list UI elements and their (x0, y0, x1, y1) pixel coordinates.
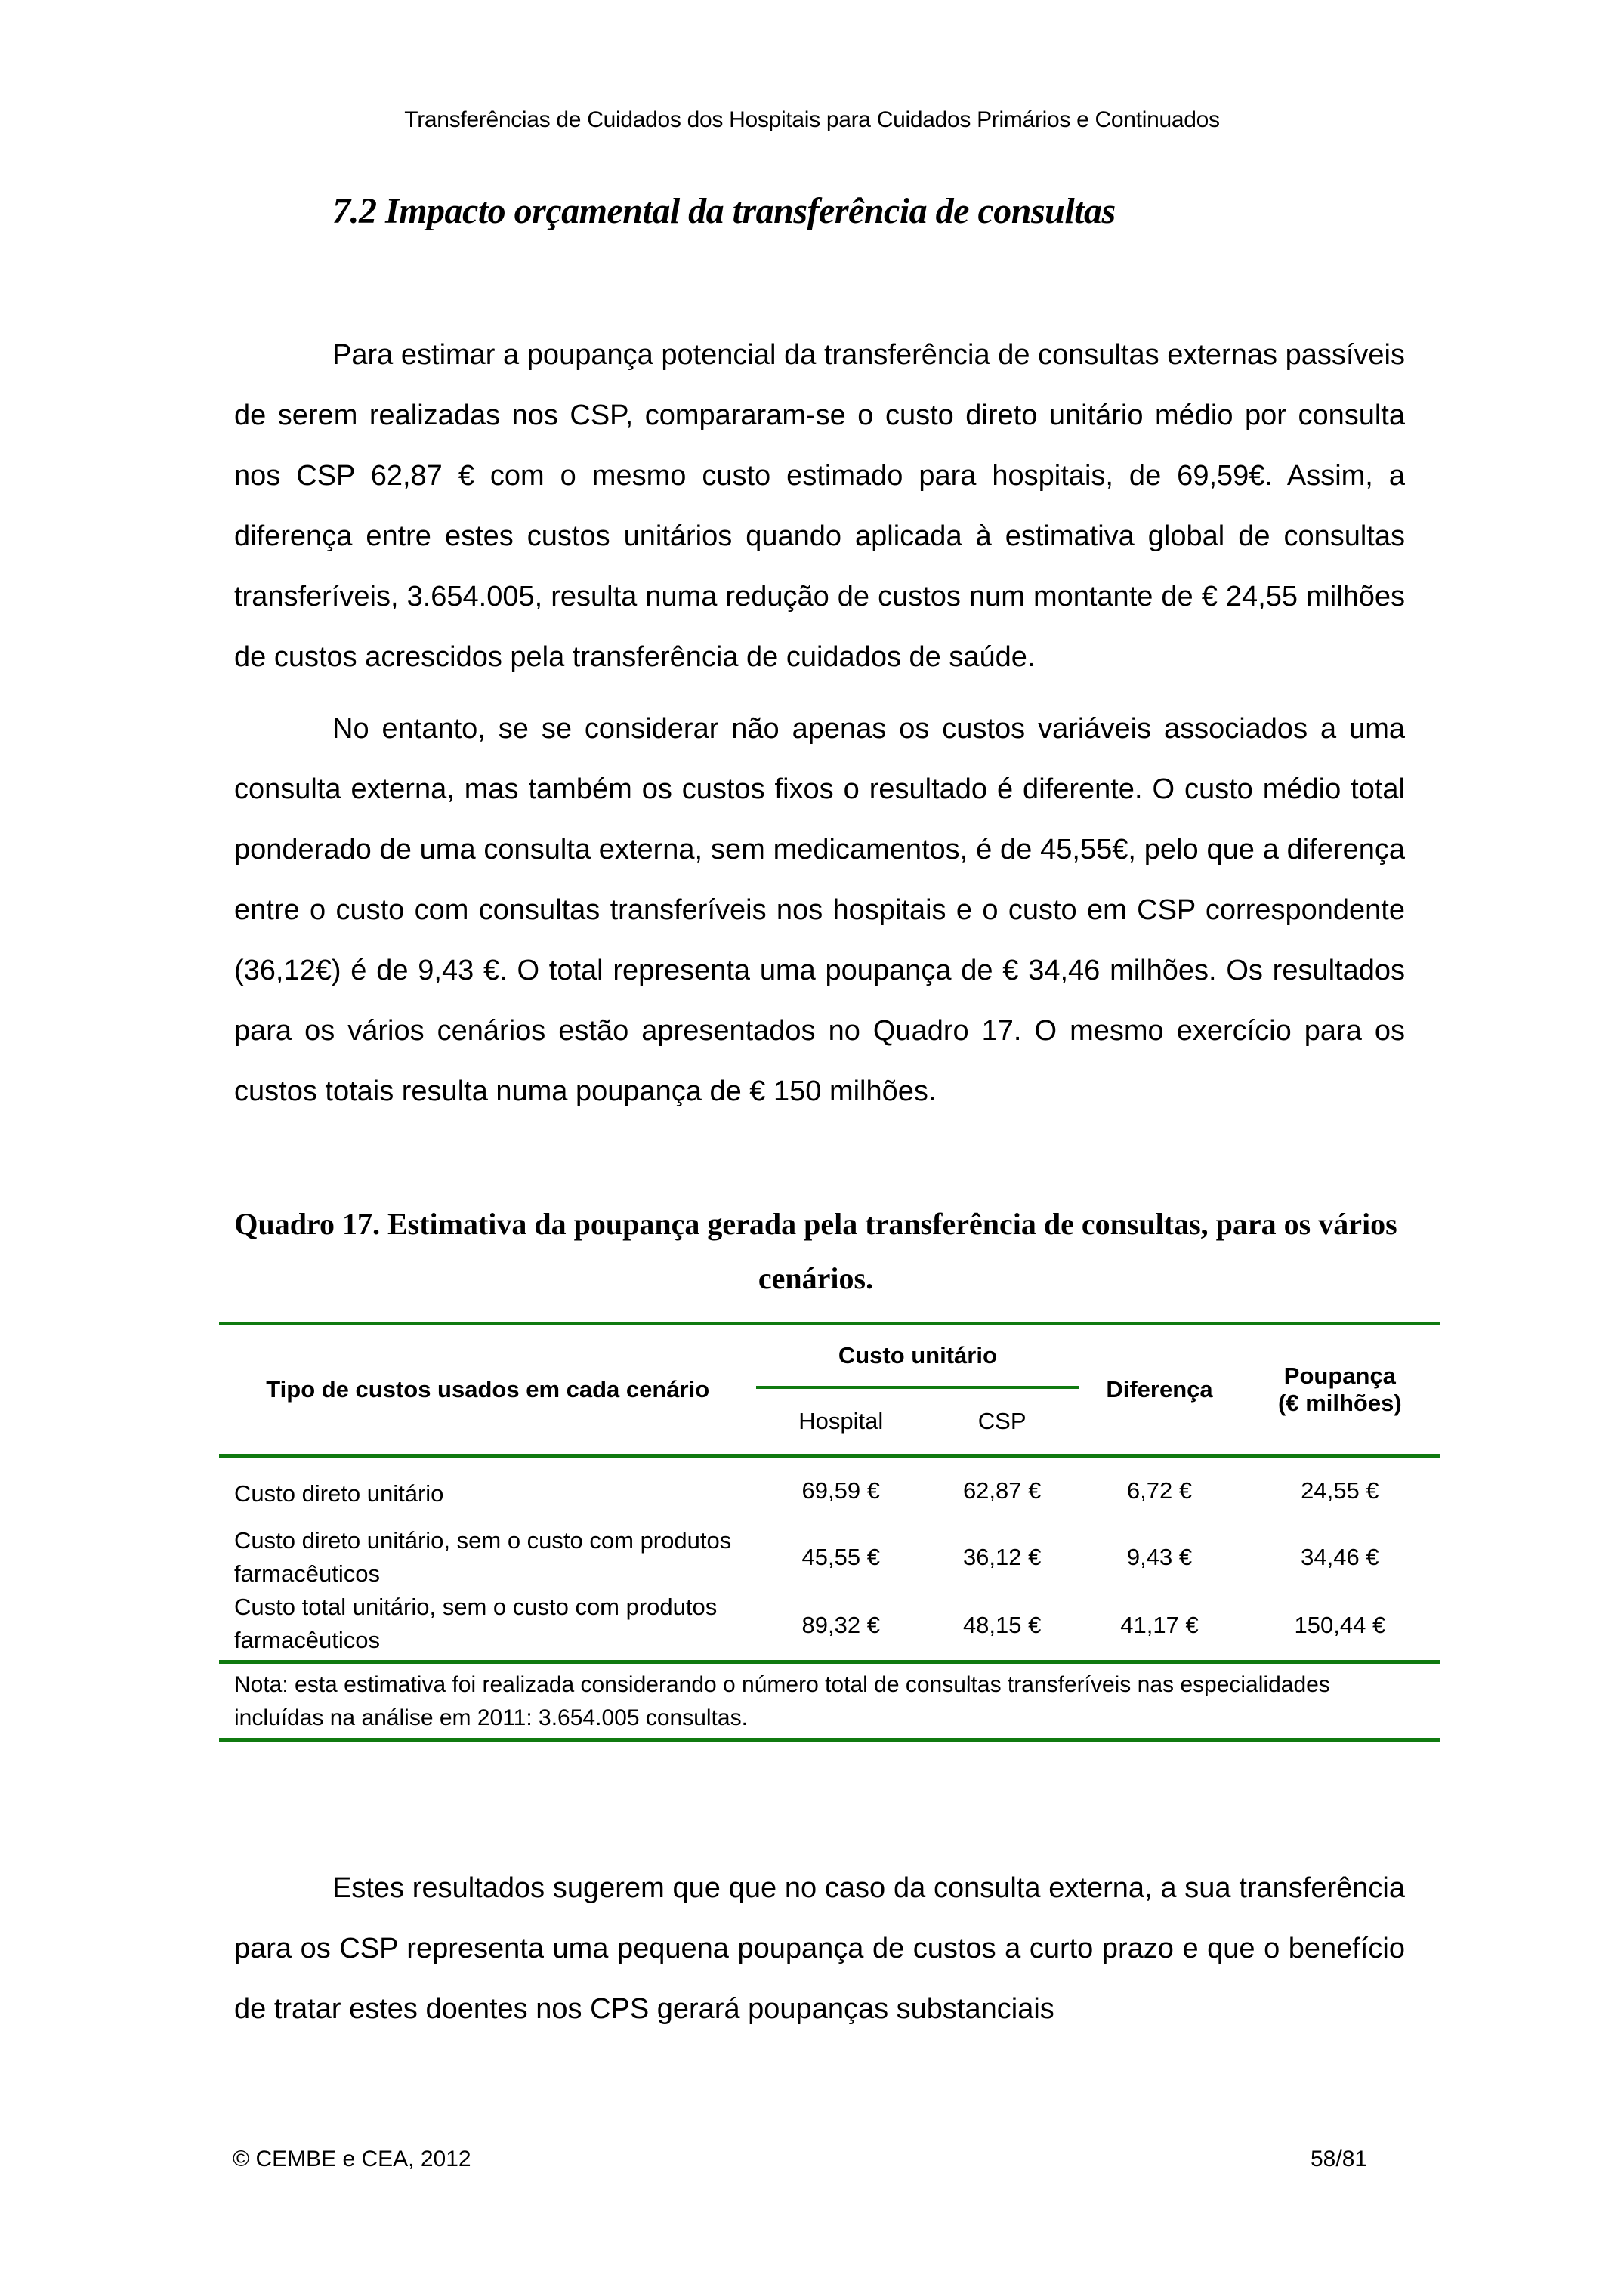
row-difference: 9,43 € (1126, 1544, 1193, 1570)
header-unit-cost-label: Custo unitário (838, 1342, 997, 1369)
table-caption: Quadro 17. Estimativa da poupança gerada pela transferência de consultas, para os vários cenários. (234, 1207, 1397, 1295)
table-bottom-rule (219, 1738, 1440, 1742)
footer-page-number: 58/81 (1311, 2146, 1368, 2171)
table-header-row (219, 1325, 1440, 1387)
savings-table (219, 1322, 1440, 1742)
paragraph-2 (234, 699, 1405, 1122)
row-savings: 24,55 € (1301, 1477, 1379, 1504)
header-unit-cost (756, 1325, 1079, 1387)
running-header: Transferências de Cuidados dos Hospitais para Cuidados Primários e Continuados (404, 107, 1220, 132)
row-savings: 150,44 € (1294, 1612, 1386, 1638)
paragraph-text: No entanto, se se considerar não apenas os custos variáveis associados a uma consulta externa, mas também os custos fixos o resultado é diferente. O custo médio total ponderado de uma consulta externa, sem medicamentos, é de 45,55€, pelo que a diferença entre o custo com consultas transferíveis nos hospitais e o custo em CSP correspondente (36,12€) é de 9,43 €. O total representa uma poupança de € 34,46 milhões. Os resultados para os vários cenários estão apresentados no Quadro 17. O mesmo exercício para os custos totais resulta numa poupança de € 150 milhões. (234, 713, 1405, 1107)
section-title: 7.2 Impacto orçamental da transferência de consultas (332, 191, 1116, 231)
table-row (219, 1591, 1440, 1660)
row-csp: 48,15 € (962, 1612, 1042, 1638)
row-difference: 41,17 € (1120, 1612, 1199, 1638)
row-hospital: 89,32 € (801, 1612, 880, 1638)
header-savings-line2: (€ milhões) (1278, 1390, 1402, 1416)
row-csp: 62,87 € (962, 1477, 1042, 1504)
table-note: Nota: esta estimativa foi realizada considerando o número total de consultas transferíveis nas especialidades incluídas na análise em 2011: 3.654.005 consultas. (234, 1672, 1330, 1730)
paragraph-text: Estes resultados sugerem que que no caso da consulta externa, a sua transferência para os CSP representa uma pequena poupança de custos a curto prazo e que o benefício de tratar estes doentes nos CPS gerará poupanças substanciais (234, 1872, 1405, 2025)
row-hospital: 69,59 € (801, 1477, 880, 1504)
paragraph-1 (234, 325, 1405, 687)
row-type: Custo direto unitário, sem o custo com produtos farmacêuticos (234, 1527, 732, 1587)
row-type: Custo direto unitário (234, 1480, 444, 1507)
header-savings-line1: Poupança (1283, 1362, 1396, 1389)
header-csp: CSP (925, 1387, 1079, 1454)
table-row (219, 1524, 1440, 1591)
paragraph-3 (234, 1858, 1405, 2039)
row-difference: 6,72 € (1126, 1477, 1193, 1504)
paragraph-text: Para estimar a poupança potencial da transferência de consultas externas passíveis de serem realizadas nos CSP, compararam-se o custo direto unitário médio por consulta nos CSP 62,87 € com o mesmo custo estimado para hospitais, de 69,59€. Assim, a diferença entre estes custos unitários quando aplicada à estimativa global de consultas transferíveis, 3.654.005, resulta numa redução de custos num montante de € 24,55 milhões de custos acrescidos pela transferência de cuidados de saúde. (234, 339, 1405, 673)
footer-copyright: © CEMBE e CEA, 2012 (233, 2146, 471, 2171)
header-type: Tipo de custos usados em cada cenário (266, 1376, 710, 1403)
header-difference: Diferença (1106, 1376, 1213, 1403)
row-type: Custo total unitário, sem o custo com produtos farmacêuticos (234, 1594, 718, 1653)
header-savings (1240, 1325, 1440, 1454)
row-csp: 36,12 € (962, 1544, 1042, 1570)
header-hospital: Hospital (756, 1387, 925, 1454)
table-row (219, 1458, 1440, 1524)
row-savings: 34,46 € (1301, 1544, 1379, 1570)
row-hospital: 45,55 € (801, 1544, 880, 1570)
